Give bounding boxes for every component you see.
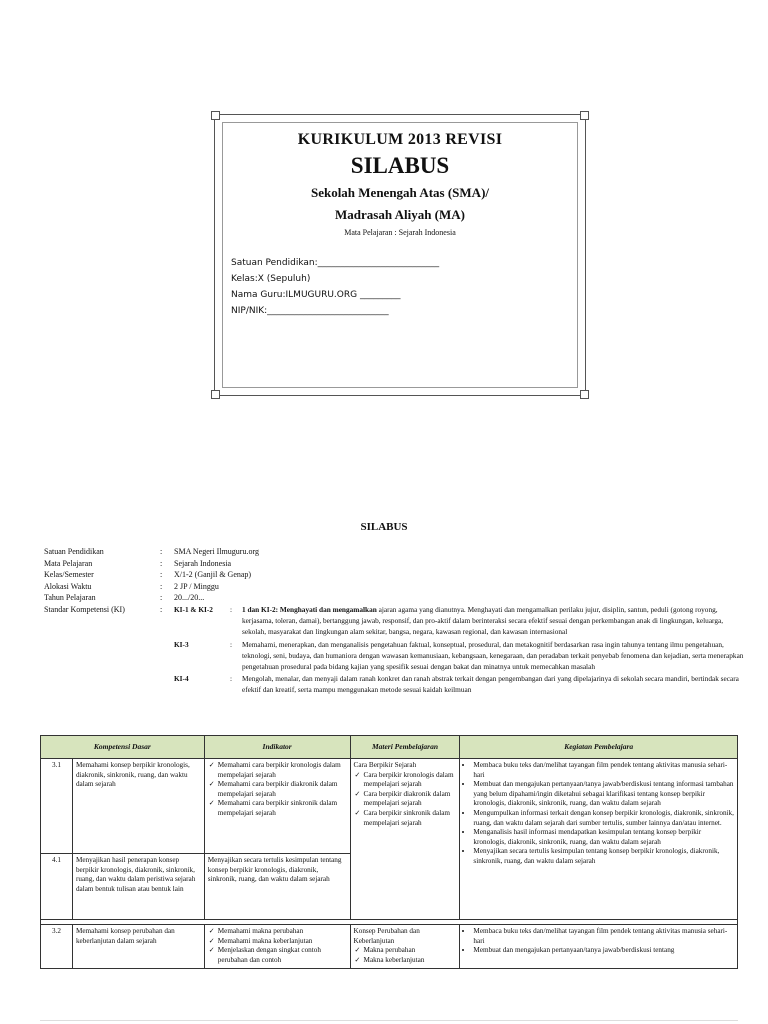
indikator-item: ✓ Memahami cara berpikir diakronik dalam mempelajari sejarah bbox=[218, 780, 347, 799]
frame-corner bbox=[580, 390, 589, 399]
indikator-item: ✓ Menjelaskan dengan singkat contoh perubahan dan contoh bbox=[218, 946, 347, 965]
meta-value: SMA Negeri Ilmuguru.org bbox=[174, 547, 259, 556]
kegiatan-item: • Menyajikan secara tertulis kesimpulan tentang konsep berpikir kronologis, diakronik, sinkronik, ruang, dan waktu dalam sejarah bbox=[473, 847, 734, 866]
kegiatan-item: • Mengumpulkan informasi terkait dengan konsep berpikir kronologis, diakronik, sinkronik, ruang, dan waktu dalam sejarah dari sumber tertulis, sumber lainnya dan/atau internet. bbox=[473, 809, 734, 828]
meta-key: Satuan Pendidikan bbox=[44, 547, 104, 556]
frame-corner bbox=[580, 111, 589, 120]
kegiatan-item: • Menganalisis hasil informasi mendapatkan kesimpulan tentang konsep berpikir kronologis, diakronik, sinkronik, ruang, dan waktu dalam sejarah bbox=[473, 828, 734, 847]
kegiatan-item: • Membuat dan mengajukan pertanyaan/tanya jawab/berdiskusi tentang bbox=[473, 946, 734, 956]
header-kegiatan: Kegiatan Pembelajara bbox=[460, 736, 738, 759]
document-title: SILABUS bbox=[360, 521, 408, 533]
cover-fields bbox=[231, 255, 439, 319]
meta-key: Tahun Pelajaran bbox=[44, 593, 96, 602]
header-indikator: Indikator bbox=[204, 736, 350, 759]
ki-bold-text: 1 dan KI-2: Menghayati dan mengamalkan bbox=[242, 605, 377, 614]
materi-heading: Konsep Perubahan dan Keberlanjutan bbox=[353, 927, 420, 945]
meta-row: Standar Kompetensi (KI) : bbox=[44, 604, 163, 614]
kegiatan-cell bbox=[460, 925, 738, 969]
indikator-cell bbox=[204, 925, 350, 969]
kd-number: 3.2 bbox=[41, 925, 73, 969]
kd-text: Memahami konsep berpikir kronologis, diakronik, sinkronik, ruang, dan waktu dalam sejarah bbox=[72, 759, 204, 854]
materi-item: ✓ Makna perubahan bbox=[364, 946, 457, 956]
kd-number: 4.1 bbox=[41, 854, 73, 920]
ki-row: KI-3 : Memahami, menerapkan, dan menganalisis pengetahuan faktual, konseptual, prosedural, dan metakognitif berdasarkan rasa ingin tahunya tentang ilmu pengetahuan, teknologi, seni, budaya, dan humaniora dengan wawasan kemanusiaan, kebangsaan, kenegaraan, dan peradaban terkait penyebab fenomena dan kejadian, serta menerapkan pengetahuan prosedural pada bidang kajian yang spesifik sesuai dengan bakat dan minatnya untuk memecahkan masalah bbox=[174, 639, 744, 672]
meta-row: Mata Pelajaran : Sejarah Indonesia bbox=[44, 558, 232, 568]
frame-corner bbox=[211, 111, 220, 120]
curriculum-title: KURIKULUM 2013 REVISI bbox=[297, 131, 503, 148]
school-level: Sekolah Menengah Atas (SMA)/ bbox=[310, 185, 490, 200]
materi-cell bbox=[350, 759, 460, 920]
kd-number: 3.1 bbox=[41, 759, 73, 854]
header-materi: Materi Pembelajaran bbox=[350, 736, 460, 759]
materi-item: ✓ Cara berpikir diakronik dalam mempelajari sejarah bbox=[364, 790, 457, 809]
cover-frame bbox=[214, 114, 586, 396]
meta-value: X/1-2 (Ganjil & Genap) bbox=[174, 570, 252, 579]
kegiatan-item: • Membaca buku teks dan/melihat tayangan film pendek tentang aktivitas manusia sehari-hari bbox=[473, 761, 734, 780]
indikator-item: ✓ Memahami makna perubahan bbox=[218, 927, 347, 937]
ki-label: KI-4 bbox=[174, 674, 189, 684]
ki-text: Memahami, menerapkan, dan menganalisis pengetahuan faktual, konseptual, prosedural, dan metakognitif berdasarkan rasa ingin tahunya tentang ilmu pengetahuan, teknologi, seni, budaya, dan humaniora dengan wawasan kemanusiaan, kebangsaan, kenegaraan, dan peradaban terkait penyebab fenomena dan kejadian, serta menerapkan pengetahuan prosedural pada bidang kajian yang spesifik sesuai dengan bakat dan minatnya untuk memecahkan masalah bbox=[242, 639, 744, 672]
materi-item: ✓ Cara berpikir sinkronik dalam mempelajari sejarah bbox=[364, 809, 457, 828]
silabus-title: SILABUS bbox=[350, 153, 450, 178]
meta-key: Mata Pelajaran bbox=[44, 558, 93, 568]
materi-item: ✓ Cara berpikir kronologis dalam mempelajari sejarah bbox=[364, 771, 457, 790]
meta-row: Alokasi Waktu : 2 JP / Minggu bbox=[44, 581, 219, 591]
field-guru: Nama Guru:ILMUGURU.ORG _________ bbox=[231, 290, 401, 300]
subject-line: Mata Pelajaran : Sejarah Indonesia bbox=[344, 228, 456, 237]
materi-cell bbox=[350, 925, 460, 969]
meta-key: Standar Kompetensi (KI) bbox=[44, 604, 125, 614]
ki-body-text: ajaran agama yang dianutnya. Menghayati dan mengamalkan perilaku jujur, disiplin, santun, peduli (gotong royong, kerjasama, toleran, damai), bertanggung jawab, responsif, dan pro-aktif dalam berinteraksi secara efektif sesuai dengan perkembangan anak di lingkungan, keluarga, sekolah, masyarakat dan lingkungan alam sekitar, bangsa, negara, kawasan regional, dan kawasan internasional bbox=[242, 605, 724, 637]
indikator-cell: Menyajikan secara tertulis kesimpulan tentang konsep berpikir kronologis, diakronik, sinkronik, ruang, dan waktu dalam sejarah bbox=[204, 854, 350, 920]
meta-value: 20.../20... bbox=[174, 593, 205, 602]
meta-row: Satuan Pendidikan : SMA Negeri Ilmuguru.org bbox=[44, 547, 259, 556]
header-kompetensi: Kompetensi Dasar bbox=[41, 736, 205, 759]
ki-text bbox=[242, 604, 744, 638]
kegiatan-item: • Membuat dan mengajukan pertanyaan/tanya jawab/berdiskusi tentang informasi tambahan yang belum dipahami/ingin diketahui sebagai klarifikasi tentang konsep berpikir kronologis, diakronik, sinkronik, ruang, dan waktu dalam sejarah bbox=[473, 780, 734, 809]
materi-heading: Cara Berpikir Sejarah bbox=[353, 761, 417, 769]
page-edge bbox=[40, 1020, 738, 1021]
ki-block bbox=[174, 604, 744, 697]
ki-row: KI-1 & KI-2 : 1 dan KI-2: Menghayati dan mengamalkan ajaran agama yang dianutnya. Menghayati dan mengamalkan perilaku jujur, disiplin, santun, peduli (gotong royong, kerjasama, toleran, damai), bertanggung jawab, responsif, dan pro-aktif dalam berinteraksi secara efektif sesuai dengan perkembangan anak di lingkungan, keluarga, sekolah, masyarakat dan lingkungan alam sekitar, bangsa, negara, kawasan regional, dan kawasan internasional bbox=[174, 604, 744, 638]
field-kelas: Kelas:X (Sepuluh) bbox=[231, 274, 311, 284]
meta-value: Sejarah Indonesia bbox=[174, 558, 232, 568]
syllabus-table bbox=[40, 735, 738, 969]
kegiatan-cell bbox=[460, 759, 738, 920]
kd-text: Memahami konsep perubahan dan keberlanjutan dalam sejarah bbox=[72, 925, 204, 969]
frame-corner bbox=[211, 390, 220, 399]
kd-text: Menyajikan hasil penerapan konsep berpikir kronologis, diakronik, sinkronik, ruang, dan waktu dalam peristiwa sejarah dalam bentuk tulisan atau bentuk lain bbox=[72, 854, 204, 920]
table-header-row bbox=[41, 736, 738, 759]
table-row bbox=[41, 925, 738, 969]
ki-label: KI-3 bbox=[174, 639, 189, 649]
table-row bbox=[41, 759, 738, 854]
indikator-cell bbox=[204, 759, 350, 854]
meta-key: Alokasi Waktu bbox=[44, 581, 92, 591]
meta-row: Tahun Pelajaran : 20.../20... bbox=[44, 593, 205, 602]
ki-label: KI-1 & KI-2 bbox=[174, 605, 213, 614]
materi-item: ✓ Makna keberlanjutan bbox=[364, 956, 457, 966]
meta-value: 2 JP / Minggu bbox=[174, 581, 219, 591]
ki-text: Mengolah, menalar, dan menyaji dalam ranah konkret dan ranah abstrak terkait dengan pengembangan dari yang dipelajarinya di sekolah secara mandiri, bertindak secara efektif dan kreatif, serta mampu menggunakan metode sesuai kaidah keilmuan bbox=[242, 674, 739, 695]
indikator-item: ✓ Memahami cara berpikir sinkronik dalam mempelajari sejarah bbox=[218, 799, 347, 818]
meta-key: Kelas/Semester bbox=[44, 570, 94, 579]
kegiatan-item: • Membaca buku teks dan/melihat tayangan film pendek tentang aktivitas manusia sehari-hari bbox=[473, 927, 734, 946]
ki-row: KI-4 : Mengolah, menalar, dan menyaji dalam ranah konkret dan ranah abstrak terkait dengan pengembangan dari yang dipelajarinya di sekolah secara mandiri, bertindak secara efektif dan kreatif, serta mampu menggunakan metode sesuai kaidah keilmuan bbox=[174, 673, 744, 695]
field-nip: NIP/NIK:___________________________ bbox=[231, 306, 389, 316]
indikator-item: ✓ Memahami cara berpikir kronologis dalam mempelajari sejarah bbox=[218, 761, 347, 780]
school-level-alt: Madrasah Aliyah (MA) bbox=[335, 207, 465, 222]
field-satuan: Satuan Pendidikan:___________________________ bbox=[231, 258, 440, 268]
meta-row: Kelas/Semester : X/1-2 (Ganjil & Genap) bbox=[44, 570, 252, 579]
indikator-item: ✓ Memahami makna keberlanjutan bbox=[218, 937, 347, 947]
